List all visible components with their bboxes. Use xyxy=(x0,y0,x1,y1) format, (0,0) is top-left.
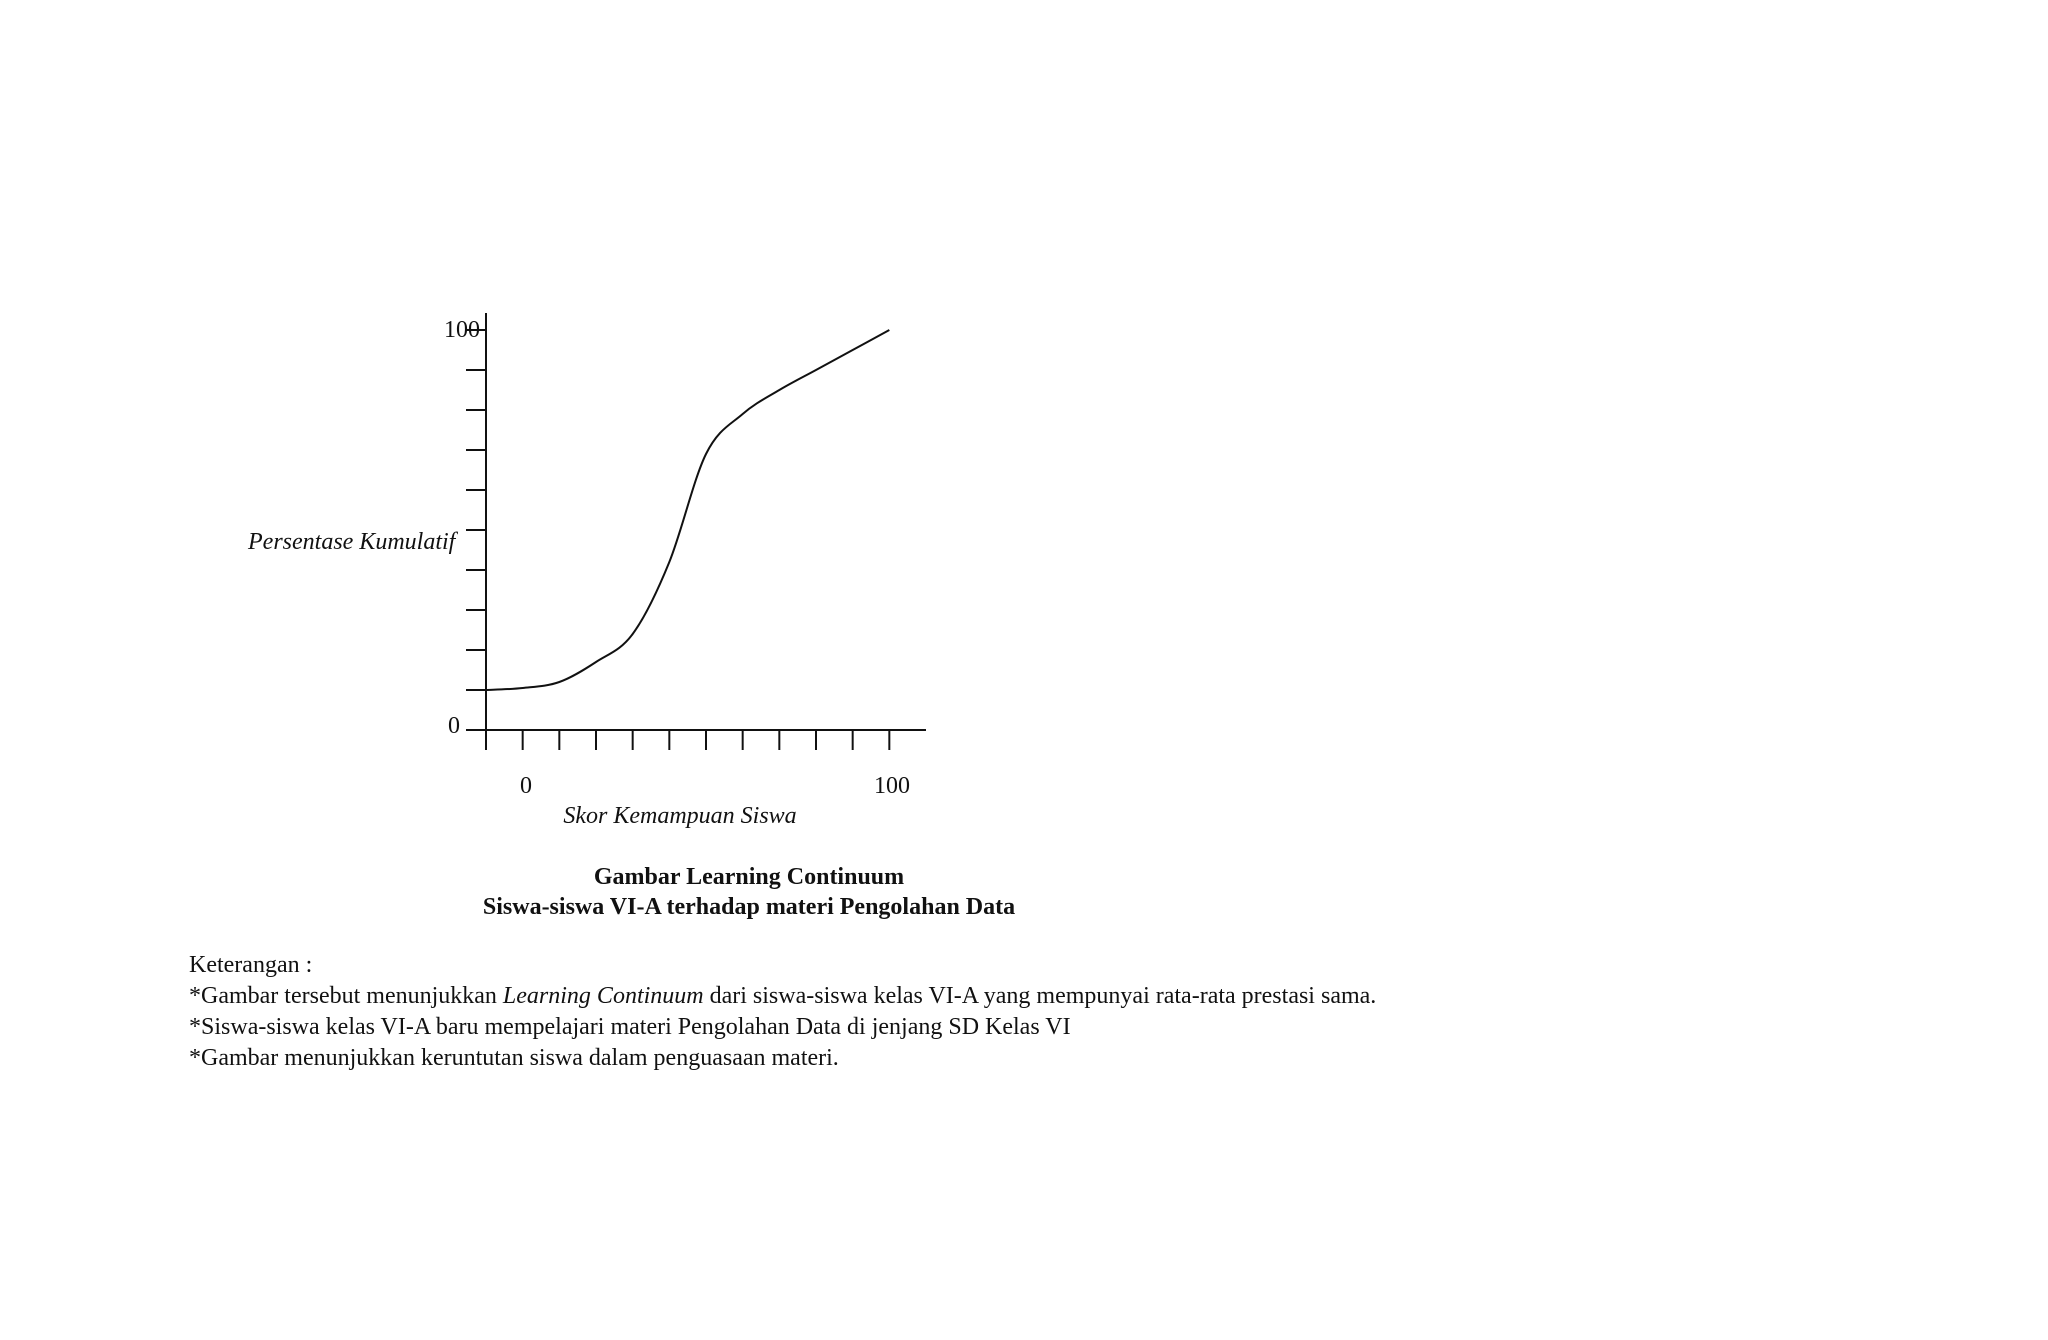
notes-heading: Keterangan : xyxy=(189,952,313,978)
x-tick-label-100: 100 xyxy=(874,773,910,799)
caption-line-1: Gambar Learning Continuum xyxy=(593,864,905,890)
x-axis-title: Skor Kemampuan Siswa xyxy=(563,803,797,829)
notes-block xyxy=(189,950,1376,1074)
y-tick-label-100: 100 xyxy=(444,317,480,343)
y-tick-label-0: 0 xyxy=(448,713,460,739)
y-axis-title: Persentase Kumulatif xyxy=(248,529,456,555)
cumulative-curve xyxy=(486,330,889,690)
x-tick-label-0: 0 xyxy=(520,773,532,799)
notes-line-1: *Gambar tersebut menunjukkan Learning Continuum dari siswa-siswa kelas VI-A yang mempunyai rata-rata prestasi sama. xyxy=(189,983,1377,1009)
notes-line-2: *Siswa-siswa kelas VI-A baru mempelajari materi Pengolahan Data di jenjang SD Kelas VI xyxy=(189,1014,1071,1040)
notes-line-3: *Gambar menunjukkan keruntutan siswa dalam penguasaan materi. xyxy=(189,1045,839,1071)
caption-line-2: Siswa-siswa VI-A terhadap materi Pengolahan Data xyxy=(482,894,1016,920)
